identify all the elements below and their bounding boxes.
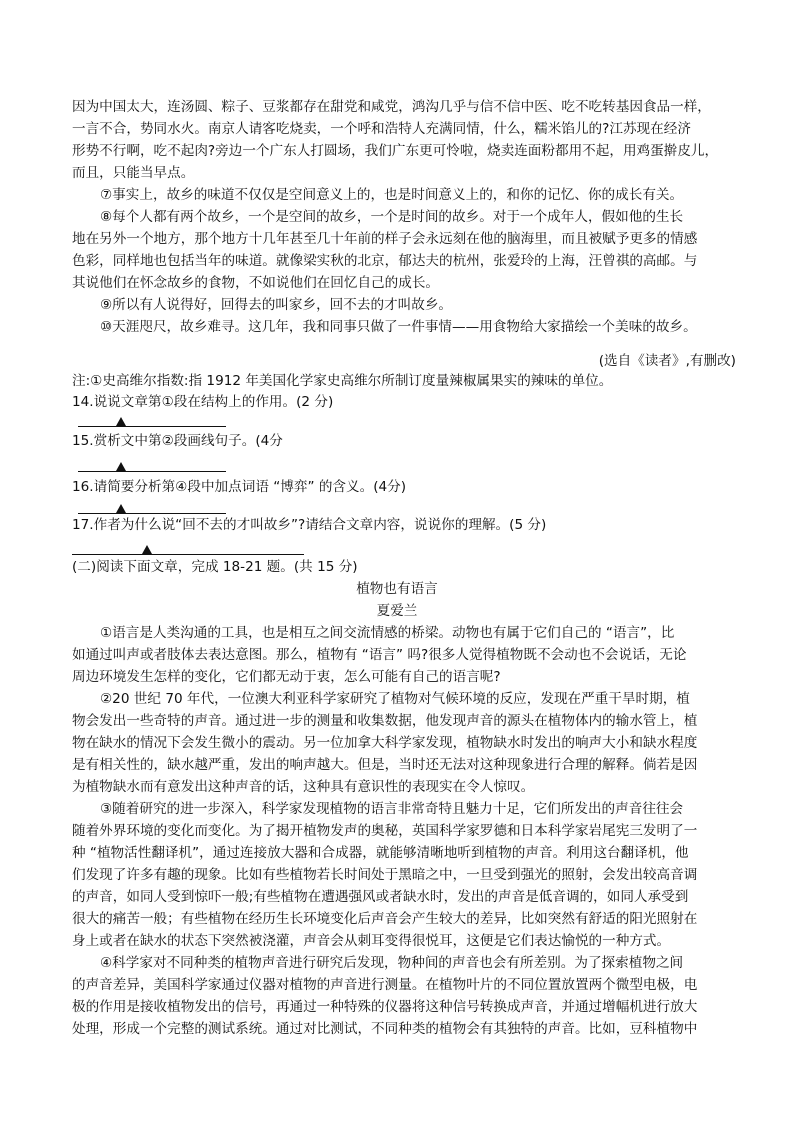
essay1-footnote: 注:①史高维尔指数:指 1912 年美国化学家史高维尔所制订度量辣椒属果实的辣味的单位。 [72,373,613,389]
answer-line-17[interactable] [72,536,304,558]
answer-triangle-icon [142,545,152,554]
essay1-source: (选自《读者》,有删改) [598,353,736,369]
section2-p3-line-5: 的声音，如同人受到惊吓一般;有些植物在遭遇强风或者缺水时，发出的声音是低音调的，如同人承受到 [72,889,689,905]
essay1-p6-line-1: 因为中国太大，连汤圆、粽子、豆浆都存在甜党和咸党，鸿沟几乎与信不信中医、吃不吃转基因食品一样， [72,99,711,115]
section2-p1-line-3: 周边环境发生怎样的变化，它们都无动于衷，怎么可能有自己的语言呢? [72,669,501,685]
section2-p4-line-2: 的声音差异，美国科学家通过仪器对植物的声音进行测量。在植物叶片的不同位置放置两个微型电极，电 [72,977,698,993]
answer-rule [78,471,226,472]
section2-author: 夏爱兰 [376,603,418,619]
section2-p3-line-7: 身上或者在缺水的状态下突然被浇灌，声音会从刺耳变得很悦耳，这便是它们表达愉悦的一种方式。 [72,933,671,949]
section2-heading: (二)阅读下面文章，完成 18-21 题。(共 15 分) [72,559,358,575]
section2-p2-line-4: 是有相关性的，缺水越严重，发出的响声越大。但是，当时还无法对这种现象进行合理的解释。倘若是因 [72,757,698,773]
essay1-paragraph-10: ⑩天涯咫尺，故乡难寻。这几年，我和同事只做了一件事情——用食物给大家描绘一个美味的故乡。 [100,319,697,335]
question-14: 14.说说文章第①段在结构上的作用。(2 分) [72,394,334,410]
section2-p3-line-2: 随着外界环境的变化而变化。为了揭开植物发声的奥秘，英国科学家罗德和日本科学家岩尾宪三发明了一 [72,823,698,839]
section2-p2-line-3: 物在缺水的情况下会发生微小的震动。另一位加拿大科学家发现，植物缺水时发出的响声大小和缺水程度 [72,735,698,751]
section2-p2-line-5: 为植物缺水而有意发出这种声音的话，这种具有意识性的表现实在令人惊叹。 [72,779,535,795]
section2-p4-line-3: 极的作用是接收植物发出的信号，再通过一种特殊的仪器将这种信号转换成声音，并通过增幅机进行放大 [72,999,698,1015]
answer-triangle-icon [116,417,126,426]
question-17: 17.作者为什么说“回不去的才叫故乡”?请结合文章内容，说说你的理解。(5 分) [72,517,547,533]
answer-line-14[interactable] [78,408,226,430]
section2-p1-line-2: 如通过叫声或者肢体去表达意图。那么，植物有 “语言” 吗?很多人觉得植物既不会动也不会说话，无论 [72,647,687,663]
section2-p4-line-1: ④科学家对不同种类的植物声音进行研究后发现，物种间的声音也会有所差别。为了探索植物之间 [100,955,684,971]
section2-p3-line-1: ③随着研究的进一步深入，科学家发现植物的语言非常奇特且魅力十足，它们所发出的声音往往会 [100,801,684,817]
essay1-p8-line-2: 地在另外一个地方，那个地方十几年甚至几十年前的样子会永远刻在他的脑海里，而且被赋予更多的情感 [72,231,698,247]
section2-p3-line-3: 种 “植物活性翻译机”，通过连接放大器和合成器，就能够清晰地听到植物的声音。利用这台翻译机，他 [72,845,689,861]
question-15: 15.赏析文中第②段画线句子。(4分 [72,433,283,449]
essay1-p6-line-3: 形势不行啊，吃不起肉?旁边一个广东人打圆场，我们广东更可怜啦，烧卖连面粉都用不起，用鸡蛋擀皮儿， [72,143,719,159]
essay1-p8-line-4: 其说他们在怀念故乡的食物，不如说他们在回忆自己的成长。 [72,275,440,291]
answer-triangle-icon [116,504,126,513]
essay1-p6-line-4: 而且，只能当早点。 [72,165,195,181]
section2-p2-line-1: ②20 世纪 70 年代，一位澳大利亚科学家研究了植物对气候环境的反应，发现在严重干旱时期，植 [100,691,690,707]
answer-line-15[interactable] [78,453,226,475]
question-16: 16.请简要分析第④段中加点词语 “博弈” 的含义。(4分) [72,479,407,495]
section2-p4-line-4: 处理，形成一个完整的测试系统。通过对比测试，不同种类的植物会有其独特的声音。比如，豆科植物中 [72,1021,698,1037]
essay1-p8-line-3: 色彩，同样地也包括当年的味道。就像梁实秋的北京，郁达夫的杭州，张爱玲的上海，汪曾祺的高邮。与 [72,253,698,269]
section2-p2-line-2: 物会发出一些奇特的声音。通过进一步的测量和收集数据，他发现声音的源头在植物体内的输水管上，植 [72,713,698,729]
essay1-p6-line-2: 一言不合，势同水火。南京人请客吃烧卖，一个呼和浩特人充满同情，什么，糯米馅儿的?江苏现在经济 [72,121,691,137]
section2-p3-line-4: 们发现了许多有趣的现象。比如有些植物若长时间处于黑暗之中，一旦受到强光的照射，会发出较高音调 [72,867,698,883]
essay1-paragraph-7: ⑦事实上，故乡的味道不仅仅是空间意义上的，也是时间意义上的，和你的记忆、你的成长有关。 [100,187,684,203]
essay1-paragraph-9: ⑨所以有人说得好，回得去的叫家乡，回不去的才叫故乡。 [100,297,453,313]
section2-title: 植物也有语言 [356,581,438,597]
answer-rule [78,426,226,427]
essay1-p8-line-1: ⑧每个人都有两个故乡，一个是空间的故乡，一个是时间的故乡。对于一个成年人，假如他的生长 [100,209,684,225]
section2-p1-line-1: ①语言是人类沟通的工具，也是相互之间交流情感的桥梁。动物也有属于它们自己的 “语言”，比 [100,625,675,641]
answer-rule [72,554,304,555]
section2-p3-line-6: 很大的痛苦一般；有些植物在经历生长环境变化后声音会产生较大的差异，比如突然有舒适的阳光照射在 [72,911,698,927]
answer-triangle-icon [116,462,126,471]
